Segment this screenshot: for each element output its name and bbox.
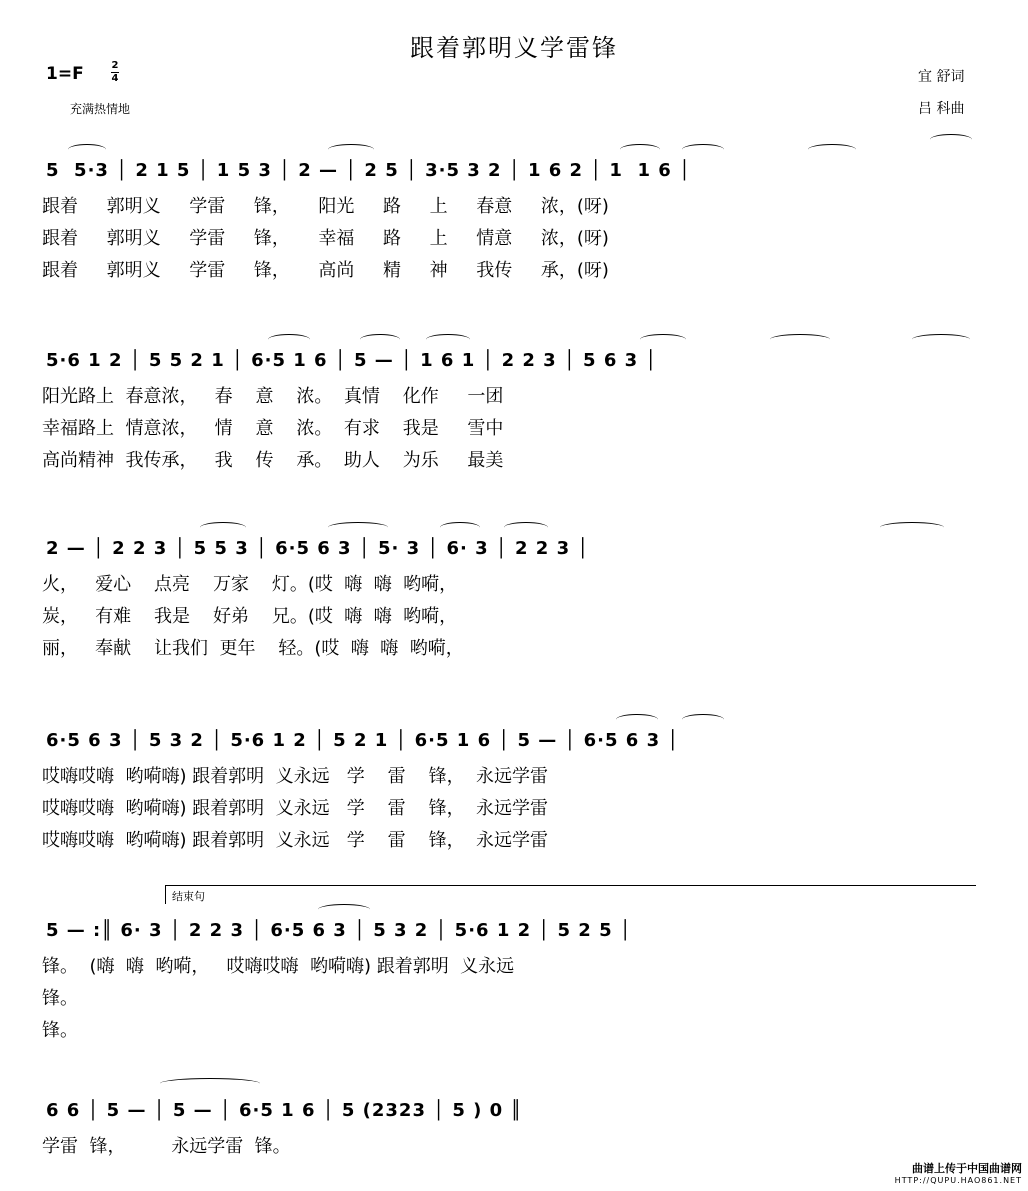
staff-system-2 (0, 340, 1028, 490)
lyric-line-4-verse-3: 哎嗨哎嗨 哟嗬嗨) 跟着郭明 义永远 学 雷 锋， 永远学雷 (42, 830, 549, 851)
notation-line-3: 2 — │ 2 2 3 │ 5 5 3 │ 6·5 6 3 │ 5· 3 │ 6· 3 │ 2 2 3 │ (46, 538, 590, 559)
staff-system-4 (0, 720, 1028, 870)
lyric-line-5-verse-2: 锋。 (42, 988, 78, 1009)
tempo-marking: 充满热情地 (70, 102, 131, 116)
lyric-line-1-verse-3: 跟着 郭明义 学雷 锋， 高尚 精 神 我传 承，(呀) (42, 260, 609, 281)
lyric-line-2-verse-2: 幸福路上 情意浓， 情 意 浓。 有求 我是 雪中 (42, 418, 504, 439)
watermark-line-1: 曲谱上传于中国曲谱网 (912, 1162, 1022, 1175)
lyric-line-1-verse-1: 跟着 郭明义 学雷 锋， 阳光 路 上 春意 浓，(呀) (42, 196, 609, 217)
lyric-line-2-verse-1: 阳光路上 春意浓， 春 意 浓。 真情 化作 一团 (42, 386, 504, 407)
ending-bracket (165, 885, 976, 904)
notation-line-5: 5 — :║ 6· 3 │ 2 2 3 │ 6·5 6 3 │ 5 3 2 │ 5·6 1 2 │ 5 2 5 │ (46, 920, 632, 941)
song-title: 跟着郭明义学雷锋 (410, 34, 618, 62)
lyric-line-3-verse-1: 火， 爱心 点亮 万家 灯。(哎 嗨 嗨 哟嗬， (42, 574, 458, 595)
lyric-line-3-verse-2: 炭， 有难 我是 好弟 兄。(哎 嗨 嗨 哟嗬， (42, 606, 458, 627)
staff-system-5 (0, 910, 1028, 1060)
notation-line-6: 6 6 │ 5 — │ 5 — │ 6·5 1 6 │ 5 (2323 │ 5 ) 0 ║ (46, 1100, 523, 1121)
lyric-line-2-verse-3: 高尚精神 我传承， 我 传 承。 助人 为乐 最美 (42, 450, 504, 471)
notation-line-1: 5 5·3 │ 2 1 5 │ 1 5 3 │ 2 — │ 2 5 │ 3·5 3 2 │ 1 6 2 │ 1 1 6 │ (46, 160, 691, 181)
lyric-line-5-verse-1: 锋。 (嗨 嗨 哟嗬， 哎嗨哎嗨 哟嗬嗨) 跟着郭明 义永远 (42, 956, 515, 977)
notation-line-4: 6·5 6 3 │ 5 3 2 │ 5·6 1 2 │ 5 2 1 │ 6·5 1 6 │ 5 — │ 6·5 6 3 │ (46, 730, 680, 751)
time-sig-top: 2 (111, 60, 119, 71)
lyricist-credit: 宜 舒词 (918, 69, 965, 85)
staff-system-3 (0, 528, 1028, 678)
lyric-line-1-verse-2: 跟着 郭明义 学雷 锋， 幸福 路 上 情意 浓，(呀) (42, 228, 609, 249)
lyric-line-5-verse-3: 锋。 (42, 1020, 78, 1041)
watermark-line-2: HTTP://QUPU.HAO861.NET (894, 1176, 1022, 1185)
lyric-line-6-verse-1: 学雷 锋， 永远学雷 锋。 (42, 1136, 291, 1157)
composer-credit: 吕 科曲 (918, 101, 965, 117)
key-signature: 1=F (46, 64, 84, 84)
staff-system-1 (0, 150, 1028, 300)
staff-system-6 (0, 1090, 1028, 1170)
lyric-line-3-verse-3: 丽， 奉献 让我们 更年 轻。(哎 嗨 嗨 哟嗬， (42, 638, 464, 659)
site-watermark (895, 1160, 1022, 1185)
lyric-line-4-verse-2: 哎嗨哎嗨 哟嗬嗨) 跟着郭明 义永远 学 雷 锋， 永远学雷 (42, 798, 549, 819)
time-signature (111, 60, 119, 85)
ending-label: 结束句 (172, 890, 205, 903)
time-sig-bottom: 4 (111, 73, 119, 84)
lyric-line-4-verse-1: 哎嗨哎嗨 哟嗬嗨) 跟着郭明 义永远 学 雷 锋， 永远学雷 (42, 766, 549, 787)
notation-line-2: 5·6 1 2 │ 5 5 2 1 │ 6·5 1 6 │ 5 — │ 1 6 1 │ 2 2 3 │ 5 6 3 │ (46, 350, 658, 371)
